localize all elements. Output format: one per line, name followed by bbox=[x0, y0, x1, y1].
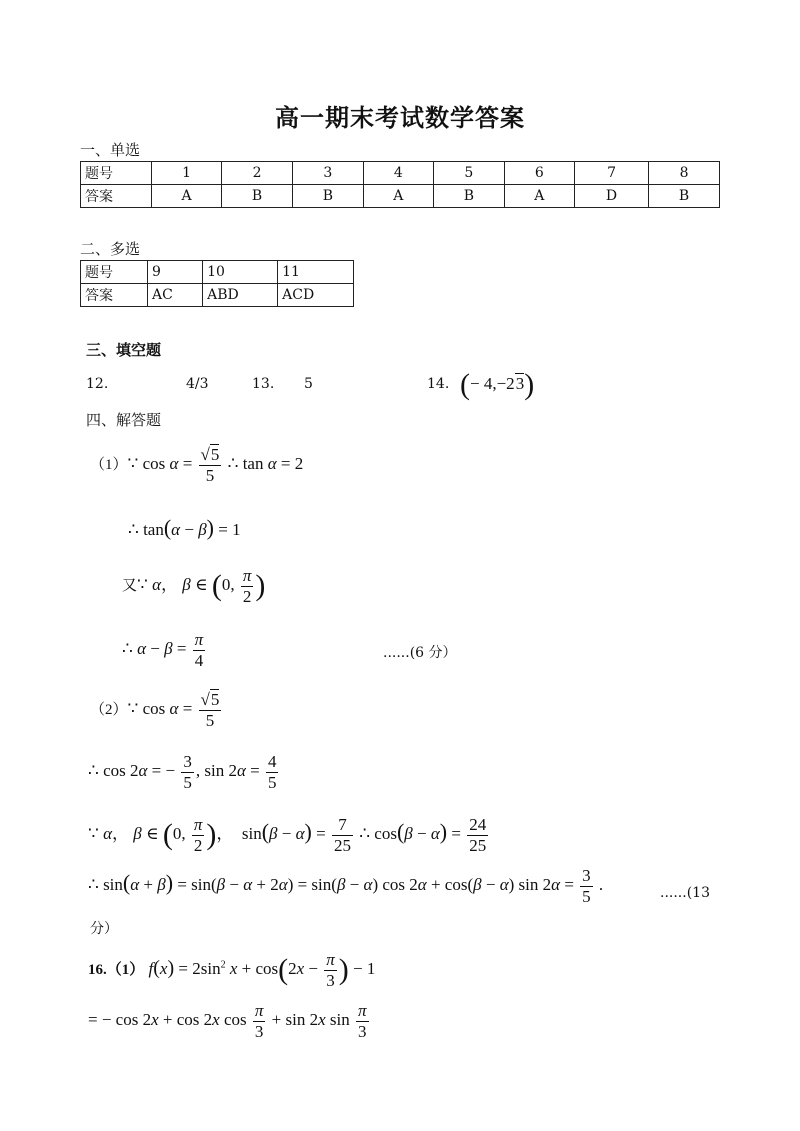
table-cell: 2 bbox=[222, 162, 293, 185]
score-note: ......(6 分） bbox=[383, 645, 457, 661]
table-cell: 4 bbox=[363, 162, 433, 185]
table-cell: 6 bbox=[504, 162, 574, 185]
table-cell: A bbox=[363, 185, 433, 208]
table-cell: B bbox=[433, 185, 504, 208]
table-cell: D bbox=[574, 185, 648, 208]
section-single-choice: 一、单选 bbox=[80, 141, 141, 159]
formula-line: ∵ α， β ∈ (0, $\frac{\pi}{2}$ )， sin(β − α) = $\frac{7}{25}$ ∴ cos(β − α) = $\frac{24}{25}$ bbox=[88, 815, 487, 855]
q13-label: 13. bbox=[252, 376, 275, 392]
table-cell: B bbox=[649, 185, 720, 208]
table-cell: ACD bbox=[278, 284, 354, 307]
formula-line: （2）∵ cos α = $\frac{√5}{5}$ bbox=[90, 690, 220, 730]
q12-answer: 4/3 bbox=[186, 376, 209, 392]
table-cell: A bbox=[504, 185, 574, 208]
table-header-cell: 答案 bbox=[81, 284, 148, 307]
table-row bbox=[81, 261, 354, 284]
score-note: 分） bbox=[90, 921, 118, 937]
section-solve: 四、解答题 bbox=[86, 411, 162, 429]
table-row bbox=[81, 162, 720, 185]
table-cell: 8 bbox=[649, 162, 720, 185]
table-cell: 10 bbox=[203, 261, 278, 284]
formula-line: （1）∵ cos α = $\frac{√5}{5}$ ∴ tan α = 2 bbox=[90, 445, 304, 485]
q14-answer-formula: (− 4,−23) bbox=[460, 368, 535, 401]
formula-line: 16.（1） $f(x) = 2\sin^2$ x + cos(2x − $\frac{\pi}{3}$ ) − 1 bbox=[88, 950, 376, 990]
table-cell: ABD bbox=[203, 284, 278, 307]
table-cell: 5 bbox=[433, 162, 504, 185]
section-multi-choice: 二、多选 bbox=[80, 240, 141, 258]
table-row bbox=[81, 185, 720, 208]
q14-label: 14. bbox=[427, 376, 450, 392]
table-cell: 7 bbox=[574, 162, 648, 185]
table-cell: B bbox=[222, 185, 293, 208]
table-cell: 3 bbox=[292, 162, 363, 185]
table-cell: 11 bbox=[278, 261, 354, 284]
q13-answer: 5 bbox=[304, 376, 313, 392]
table-cell: A bbox=[152, 185, 222, 208]
multi-choice-table bbox=[80, 260, 354, 307]
table-header-cell: 题号 bbox=[81, 261, 148, 284]
table-header-cell: 题号 bbox=[81, 162, 152, 185]
table-cell: 1 bbox=[152, 162, 222, 185]
table-cell: B bbox=[292, 185, 363, 208]
table-cell: 9 bbox=[148, 261, 203, 284]
section-fill-blank: 三、填空题 bbox=[86, 341, 162, 359]
single-choice-table bbox=[80, 161, 720, 208]
table-header-cell: 答案 bbox=[81, 185, 152, 208]
q12-label: 12. bbox=[86, 376, 109, 392]
page-title: 高一期末考试数学答案 bbox=[275, 103, 525, 132]
formula-line: ∴ sin(α + β) = sin(β − α + 2α) = sin(β − α) cos 2α + cos(β − α) sin 2α = $\frac{3}{5}$ . bbox=[88, 866, 604, 906]
table-cell: AC bbox=[148, 284, 203, 307]
score-note: ......(13 bbox=[660, 885, 710, 901]
table-row bbox=[81, 284, 354, 307]
formula-line: = − cos 2x + cos 2x cos $\frac{\pi}{3}$ + sin 2x sin $\frac{\pi}{3}$ bbox=[88, 1001, 367, 1041]
formula-line: ∴ α − β = $\frac{\pi}{4}$ bbox=[122, 630, 204, 670]
formula-line: ∴ tan(α − β) = 1 bbox=[128, 515, 241, 540]
formula-line: ∴ cos 2α = − $\frac{3}{5}$ , sin 2α = $\frac{4}{5}$ bbox=[88, 752, 277, 792]
formula-line: 又∵ α， β ∈ (0, $\frac{\pi}{2}$ ) bbox=[122, 566, 266, 606]
